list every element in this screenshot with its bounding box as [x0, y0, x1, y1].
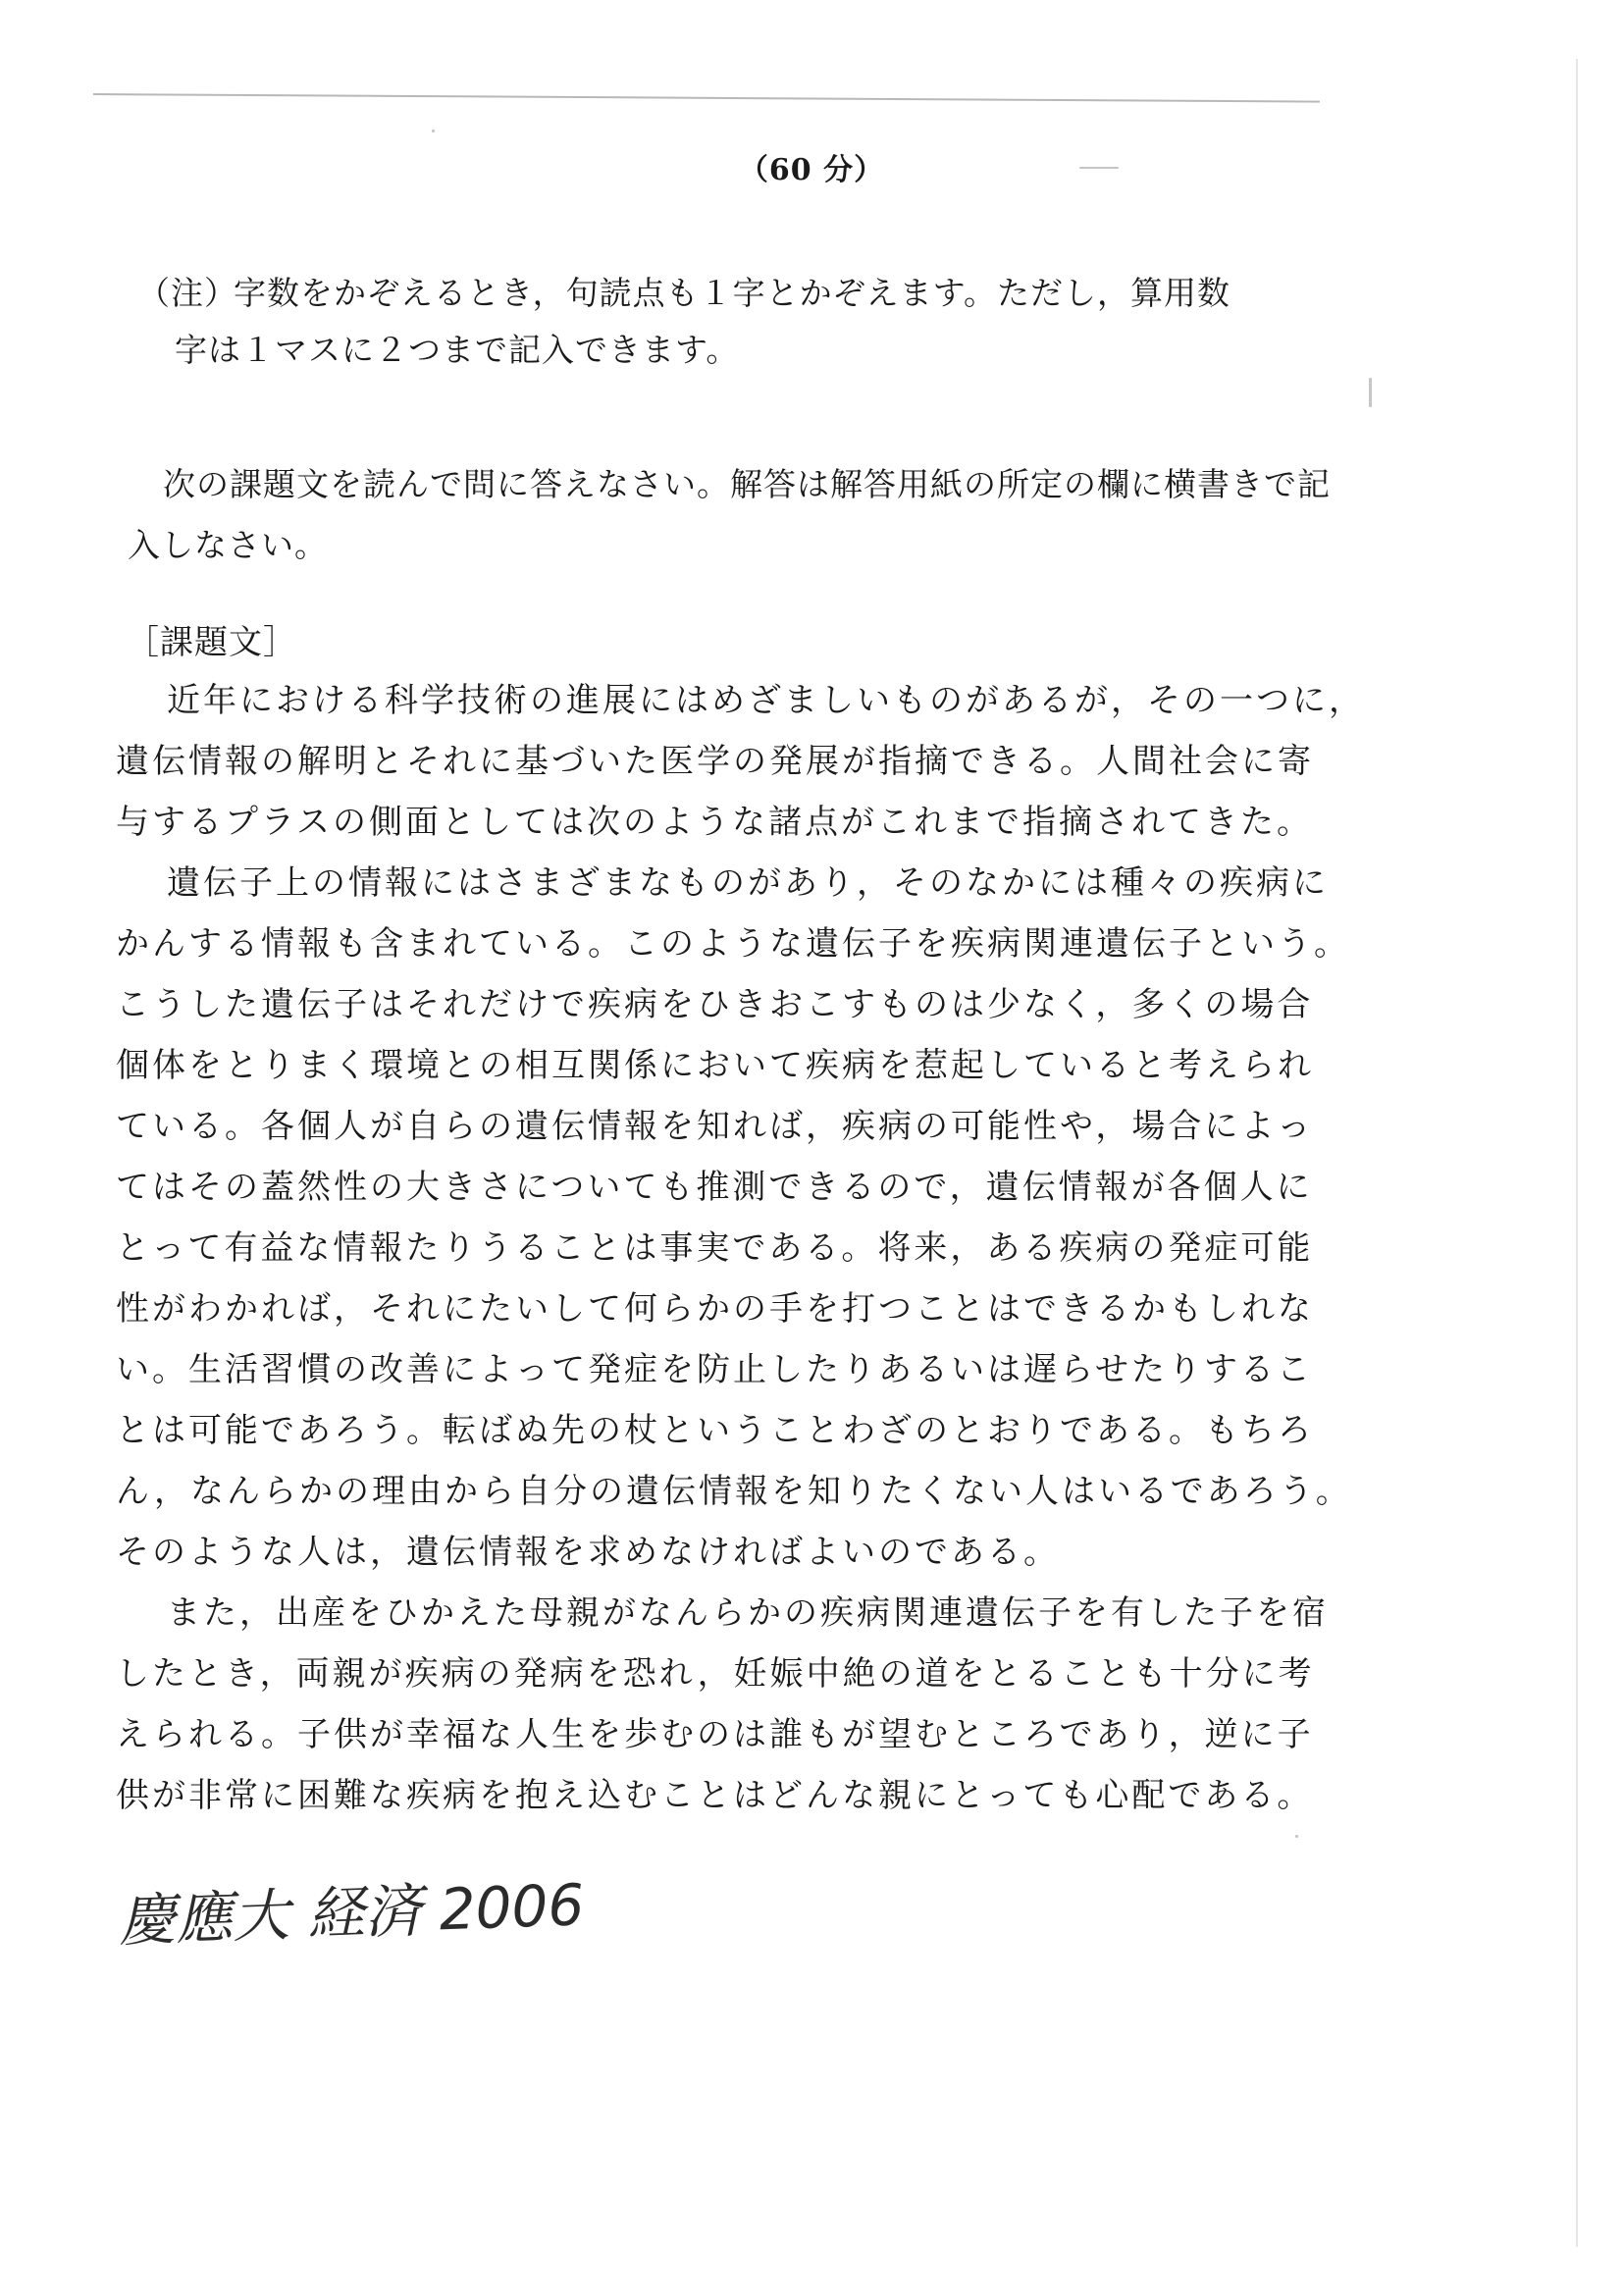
signature-drawing	[113, 1869, 586, 1957]
instruction-text: 次の課題文を読んで問に答えなさい。解答は解答用紙の所定の欄に横書きで記入しなさい。	[128, 465, 1331, 564]
passage-line: 遺伝情報の解明とそれに基づいた医学の発展が指摘できる。人間社会に寄	[116, 742, 1314, 781]
passage-line: てはその蓋然性の大きさについても推測できるので，遺伝情報が各個人に	[116, 1168, 1313, 1207]
passage-line: えられる。子供が幸福な人生を歩むのは誰もが望むところであり，逆に子	[116, 1715, 1314, 1754]
passage-line: 遺伝子上の情報にはさまざまなものがあり，そのなかには種々の疾病に	[167, 863, 1329, 903]
note-block	[137, 265, 1335, 379]
handwritten-signature	[113, 1869, 586, 1957]
passage	[116, 670, 1365, 1826]
scan-speck	[432, 130, 435, 132]
passage-line: 近年における科学技術の進展にはめざましいものがあるが，その一つに，	[167, 681, 1365, 720]
section-header: ［課題文］	[126, 623, 297, 662]
scan-speck	[1369, 378, 1372, 407]
passage-line: 個体をとりまく環境との相互関係において疾病を惹起していると考えられ	[116, 1046, 1314, 1085]
passage-line: ている。各個人が自らの遺伝情報を知れば，疾病の可能性や，場合によっ	[116, 1107, 1314, 1146]
passage-line: 与するプラスの側面としては次のような諸点がこれまで指摘されてきた。	[116, 803, 1313, 842]
passage-line: また，出産をひかえた母親がなんらかの疾病関連遺伝子を有した子を宿	[167, 1593, 1329, 1633]
signature-text: 慶應大 経済 2006	[117, 1871, 586, 1955]
passage-line: 性がわかれば，それにたいして何らかの手を打つことはできるかもしれな	[116, 1289, 1314, 1329]
note-label: （注）	[137, 274, 237, 312]
passage-line: とって有益な情報たりうることは事実である。将来，ある疾病の発症可能	[116, 1228, 1314, 1268]
passage-line: ん，なんらかの理由から自分の遺伝情報を知りたくない人はいるであろう。	[116, 1472, 1352, 1511]
scan-edge-line	[93, 93, 1320, 103]
note-text-line2: 字は１マスに２つまで記入できます。	[175, 331, 740, 369]
time-limit: （60 分）	[738, 153, 885, 187]
passage-line: そのような人は，遺伝情報を求めなければよいのである。	[116, 1533, 1060, 1572]
note-text-line1: 字数をかぞえるとき，句読点も１字とかぞえます。ただし，算用数	[234, 274, 1231, 312]
passage-line: したとき，両親が疾病の発病を恐れ，妊娠中絶の道をとることも十分に考	[116, 1654, 1315, 1694]
scan-speck	[1295, 1835, 1298, 1838]
passage-line: 供が非常に困難な疾病を抱え込むことはどんな親にとっても心配である。	[116, 1776, 1314, 1815]
passage-line: かんする情報も含まれている。このような遺伝子を疾病関連遺伝子という。	[116, 924, 1350, 964]
passage-line: とは可能であろう。転ばぬ先の杖ということわざのとおりである。もちろ	[116, 1411, 1314, 1450]
passage-line: こうした遺伝子はそれだけで疾病をひきおこすものは少なく，多くの場合	[116, 985, 1314, 1024]
passage-line: い。生活習慣の改善によって発症を防止したりあるいは遅らせたりするこ	[116, 1350, 1313, 1389]
scan-shadow	[1576, 59, 1578, 2247]
